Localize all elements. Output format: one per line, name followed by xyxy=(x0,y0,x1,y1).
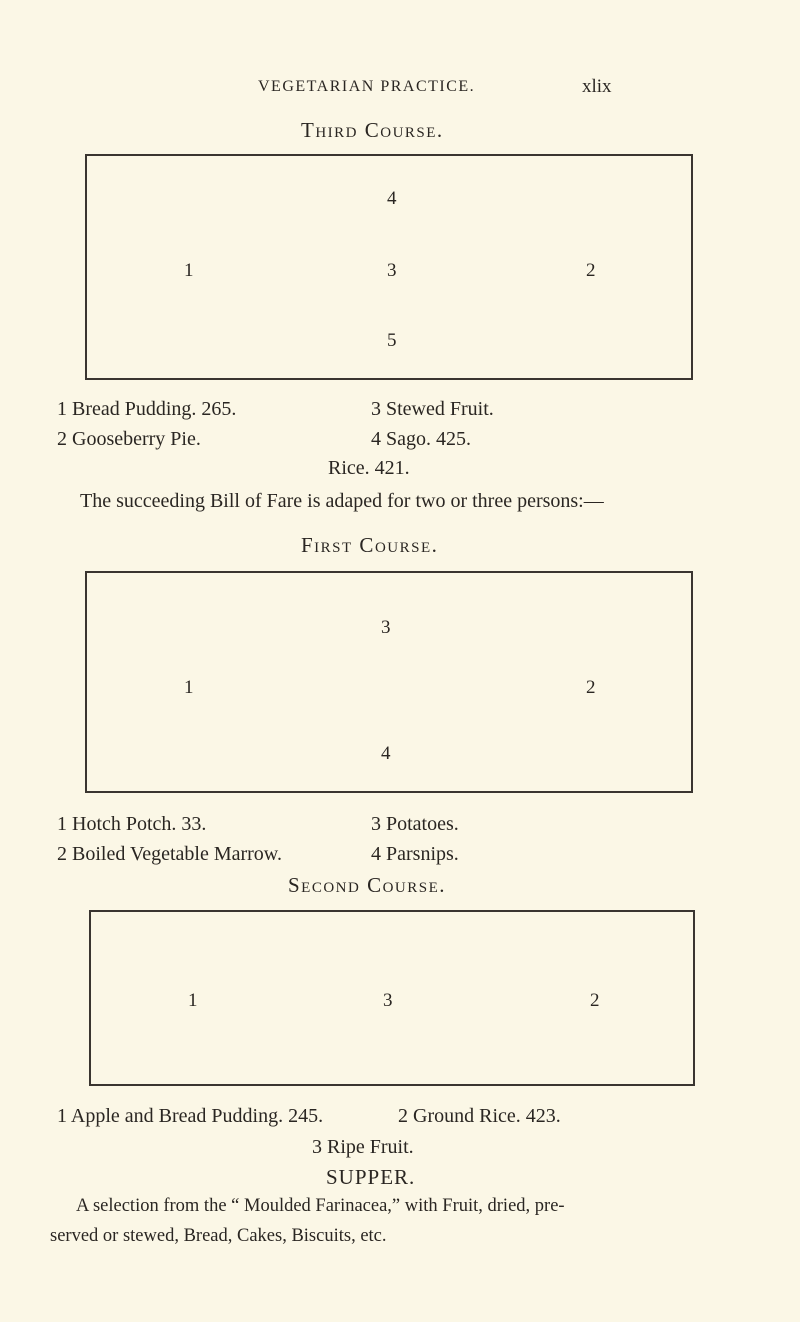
second-course-table-diagram xyxy=(89,910,695,1086)
first-course-title: First Course. xyxy=(301,533,439,557)
third-course-title: Third Course. xyxy=(301,118,444,142)
running-title: VEGETARIAN PRACTICE. xyxy=(258,78,476,95)
diagram-position-5: 5 xyxy=(387,330,397,351)
third-course-item-4: 4 Sago. 425. xyxy=(371,428,471,450)
diagram-position-4: 4 xyxy=(381,743,391,764)
third-course-item-3: 3 Stewed Fruit. xyxy=(371,398,494,420)
first-course-item-3: 3 Potatoes. xyxy=(371,813,459,835)
diagram-position-1: 1 xyxy=(184,260,194,281)
diagram-position-1: 1 xyxy=(188,990,198,1011)
diagram-position-1: 1 xyxy=(184,677,194,698)
diagram-position-2: 2 xyxy=(586,677,596,698)
second-course-item-1: 1 Apple and Bread Pudding. 245. xyxy=(57,1105,324,1127)
page-number: xlix xyxy=(582,76,612,97)
third-course-item-rice: Rice. 421. xyxy=(328,457,410,479)
diagram-position-3: 3 xyxy=(387,260,397,281)
diagram-position-2: 2 xyxy=(590,990,600,1011)
first-course-table-diagram xyxy=(85,571,693,793)
third-course-item-2: 2 Gooseberry Pie. xyxy=(57,428,201,450)
diagram-position-4: 4 xyxy=(387,188,397,209)
third-course-item-1: 1 Bread Pudding. 265. xyxy=(57,398,237,420)
intro-text: The succeeding Bill of Fare is adaped for two or three persons:— xyxy=(80,490,604,512)
supper-text-line-2: served or stewed, Bread, Cakes, Biscuits, etc. xyxy=(50,1226,387,1246)
first-course-item-2: 2 Boiled Vegetable Marrow. xyxy=(57,843,282,865)
first-course-item-4: 4 Parsnips. xyxy=(371,843,459,865)
second-course-item-3: 3 Ripe Fruit. xyxy=(312,1136,414,1158)
third-course-table-diagram xyxy=(85,154,693,380)
second-course-title: Second Course. xyxy=(288,873,447,897)
diagram-position-3: 3 xyxy=(381,617,391,638)
diagram-position-3: 3 xyxy=(383,990,393,1011)
supper-text-line-1: A selection from the “ Moulded Farinacea,” with Fruit, dried, pre- xyxy=(76,1196,565,1216)
second-course-item-2: 2 Ground Rice. 423. xyxy=(398,1105,561,1127)
diagram-position-2: 2 xyxy=(586,260,596,281)
supper-title: SUPPER. xyxy=(326,1165,416,1189)
first-course-item-1: 1 Hotch Potch. 33. xyxy=(57,813,207,835)
